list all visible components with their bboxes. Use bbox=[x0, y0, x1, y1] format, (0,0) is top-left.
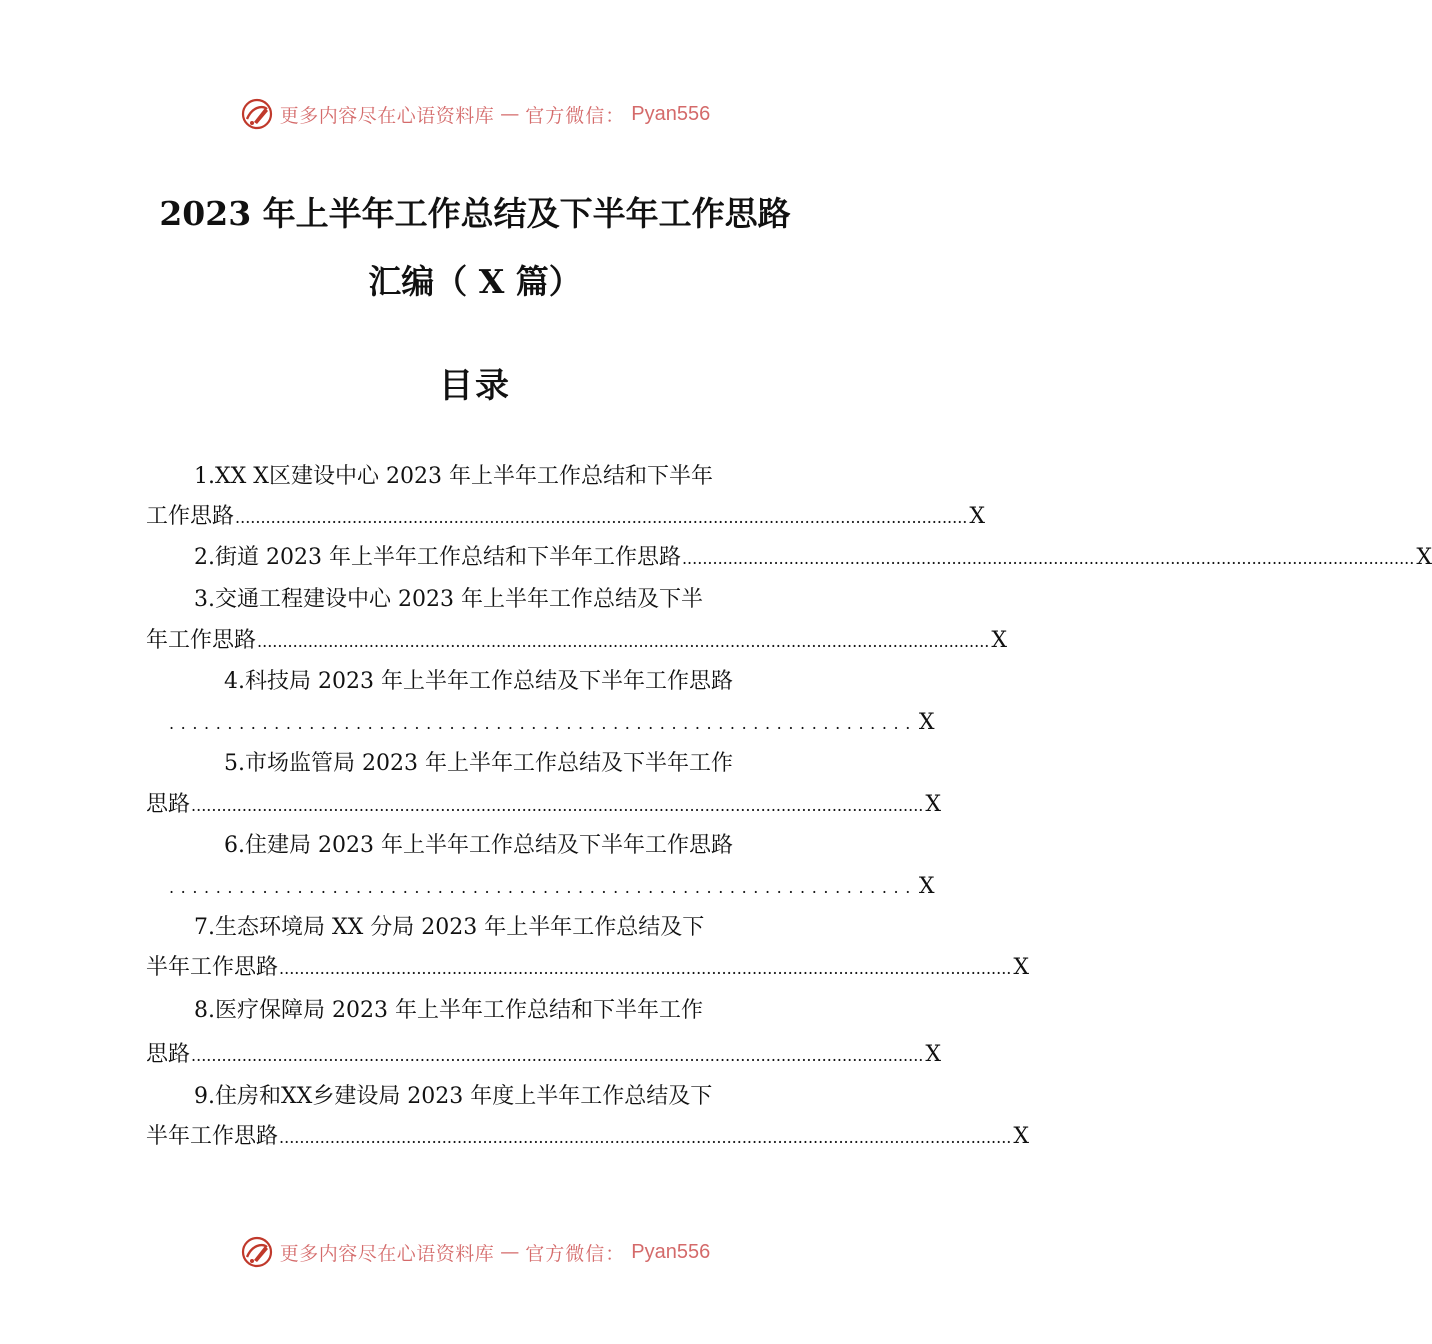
toc-entry-6-page: X bbox=[918, 874, 935, 899]
toc-entry-2-text: 2.街道 2023 年上半年工作总结和下半年工作思路 bbox=[194, 545, 681, 570]
document-title-line1: 2023 年上半年工作总结及下半年工作思路 bbox=[159, 194, 791, 233]
pen-logo-icon bbox=[240, 1235, 274, 1269]
toc-entry-7-continuation[interactable] bbox=[146, 951, 1030, 985]
toc-leader-dots: ................................................................ bbox=[169, 878, 917, 897]
toc-entry-4-continuation[interactable] bbox=[168, 706, 935, 740]
toc-entry-1-text: 工作思路 bbox=[146, 504, 235, 529]
toc-entry-3-text: 年工作思路 bbox=[146, 628, 257, 653]
toc-entry-9-continuation[interactable] bbox=[146, 1120, 1030, 1154]
toc-leader-dots: ................................................................ bbox=[169, 714, 917, 733]
toc-leader-dots: ................................................................................................................................................ bbox=[681, 549, 1415, 568]
watermark-slogan: 更多内容尽在心语资料库 bbox=[279, 1242, 495, 1265]
toc-entry-4-title[interactable]: 4.科技局 2023 年上半年工作总结及下半年工作思路 bbox=[224, 669, 733, 694]
toc-entry-1-title[interactable]: 1.XX X区建设中心 2023 年上半年工作总结和下半年 bbox=[194, 464, 713, 489]
toc-entry-8-text: 思路 bbox=[146, 1042, 191, 1067]
watermark-wechat-label: 官方微信： bbox=[525, 1242, 626, 1265]
toc-entry-6-title[interactable]: 6.住建局 2023 年上半年工作总结及下半年工作思路 bbox=[224, 833, 733, 858]
toc-entry-5-continuation[interactable] bbox=[146, 788, 942, 822]
toc-entry-7-title[interactable]: 7.生态环境局 XX 分局 2023 年上半年工作总结及下 bbox=[194, 915, 705, 940]
toc-entry-1-page: X bbox=[969, 504, 986, 529]
toc-entry-9-page: X bbox=[1013, 1124, 1030, 1149]
toc-leader-dots: ................................................................................................................................................ bbox=[191, 796, 924, 815]
toc-entry-8-page: X bbox=[925, 1042, 942, 1067]
toc-entry-5-title[interactable]: 5.市场监管局 2023 年上半年工作总结及下半年工作 bbox=[224, 751, 733, 776]
toc-entry-8-title[interactable]: 8.医疗保障局 2023 年上半年工作总结和下半年工作 bbox=[194, 998, 703, 1023]
toc-entry-7-text: 半年工作思路 bbox=[146, 955, 279, 980]
document-title-line2: 汇编（ X 篇） bbox=[368, 262, 582, 301]
toc-entry-8-continuation[interactable] bbox=[146, 1038, 942, 1072]
toc-entry-3-page: X bbox=[991, 628, 1008, 653]
toc-entry-9-text: 半年工作思路 bbox=[146, 1124, 279, 1149]
toc-leader-dots: ................................................................................................................................................ bbox=[279, 959, 1012, 978]
watermark-wechat-id: Pyan556 bbox=[631, 102, 711, 125]
watermark-separator: — bbox=[500, 1241, 520, 1263]
toc-entry-9-title[interactable]: 9.住房和XX乡建设局 2023 年度上半年工作总结及下 bbox=[194, 1084, 713, 1109]
toc-entry-2[interactable] bbox=[194, 541, 1432, 575]
watermark-separator: — bbox=[500, 103, 520, 125]
watermark-wechat-label: 官方微信： bbox=[525, 104, 626, 127]
toc-leader-dots: ................................................................................................................................................ bbox=[191, 1046, 924, 1065]
toc-entry-5-page: X bbox=[925, 792, 942, 817]
toc-entry-3-title[interactable]: 3.交通工程建设中心 2023 年上半年工作总结及下半 bbox=[194, 587, 703, 612]
footer-watermark bbox=[0, 1232, 950, 1272]
toc-entry-7-page: X bbox=[1013, 955, 1030, 980]
toc-entry-2-page: X bbox=[1416, 545, 1432, 570]
toc-leader-dots: ................................................................................................................................................ bbox=[235, 508, 968, 527]
toc-entry-4-page: X bbox=[918, 710, 935, 735]
toc-entry-1-continuation[interactable] bbox=[146, 500, 986, 534]
toc-leader-dots: ................................................................................................................................................ bbox=[257, 632, 990, 651]
toc-entry-3-continuation[interactable] bbox=[146, 624, 1008, 658]
toc-leader-dots: ................................................................................................................................................ bbox=[279, 1128, 1012, 1147]
watermark-slogan: 更多内容尽在心语资料库 bbox=[279, 104, 495, 127]
watermark-wechat-id: Pyan556 bbox=[631, 1240, 711, 1263]
toc-entry-6-continuation[interactable] bbox=[168, 870, 935, 904]
toc-entry-5-text: 思路 bbox=[146, 792, 191, 817]
toc-heading: 目录 bbox=[439, 366, 511, 406]
